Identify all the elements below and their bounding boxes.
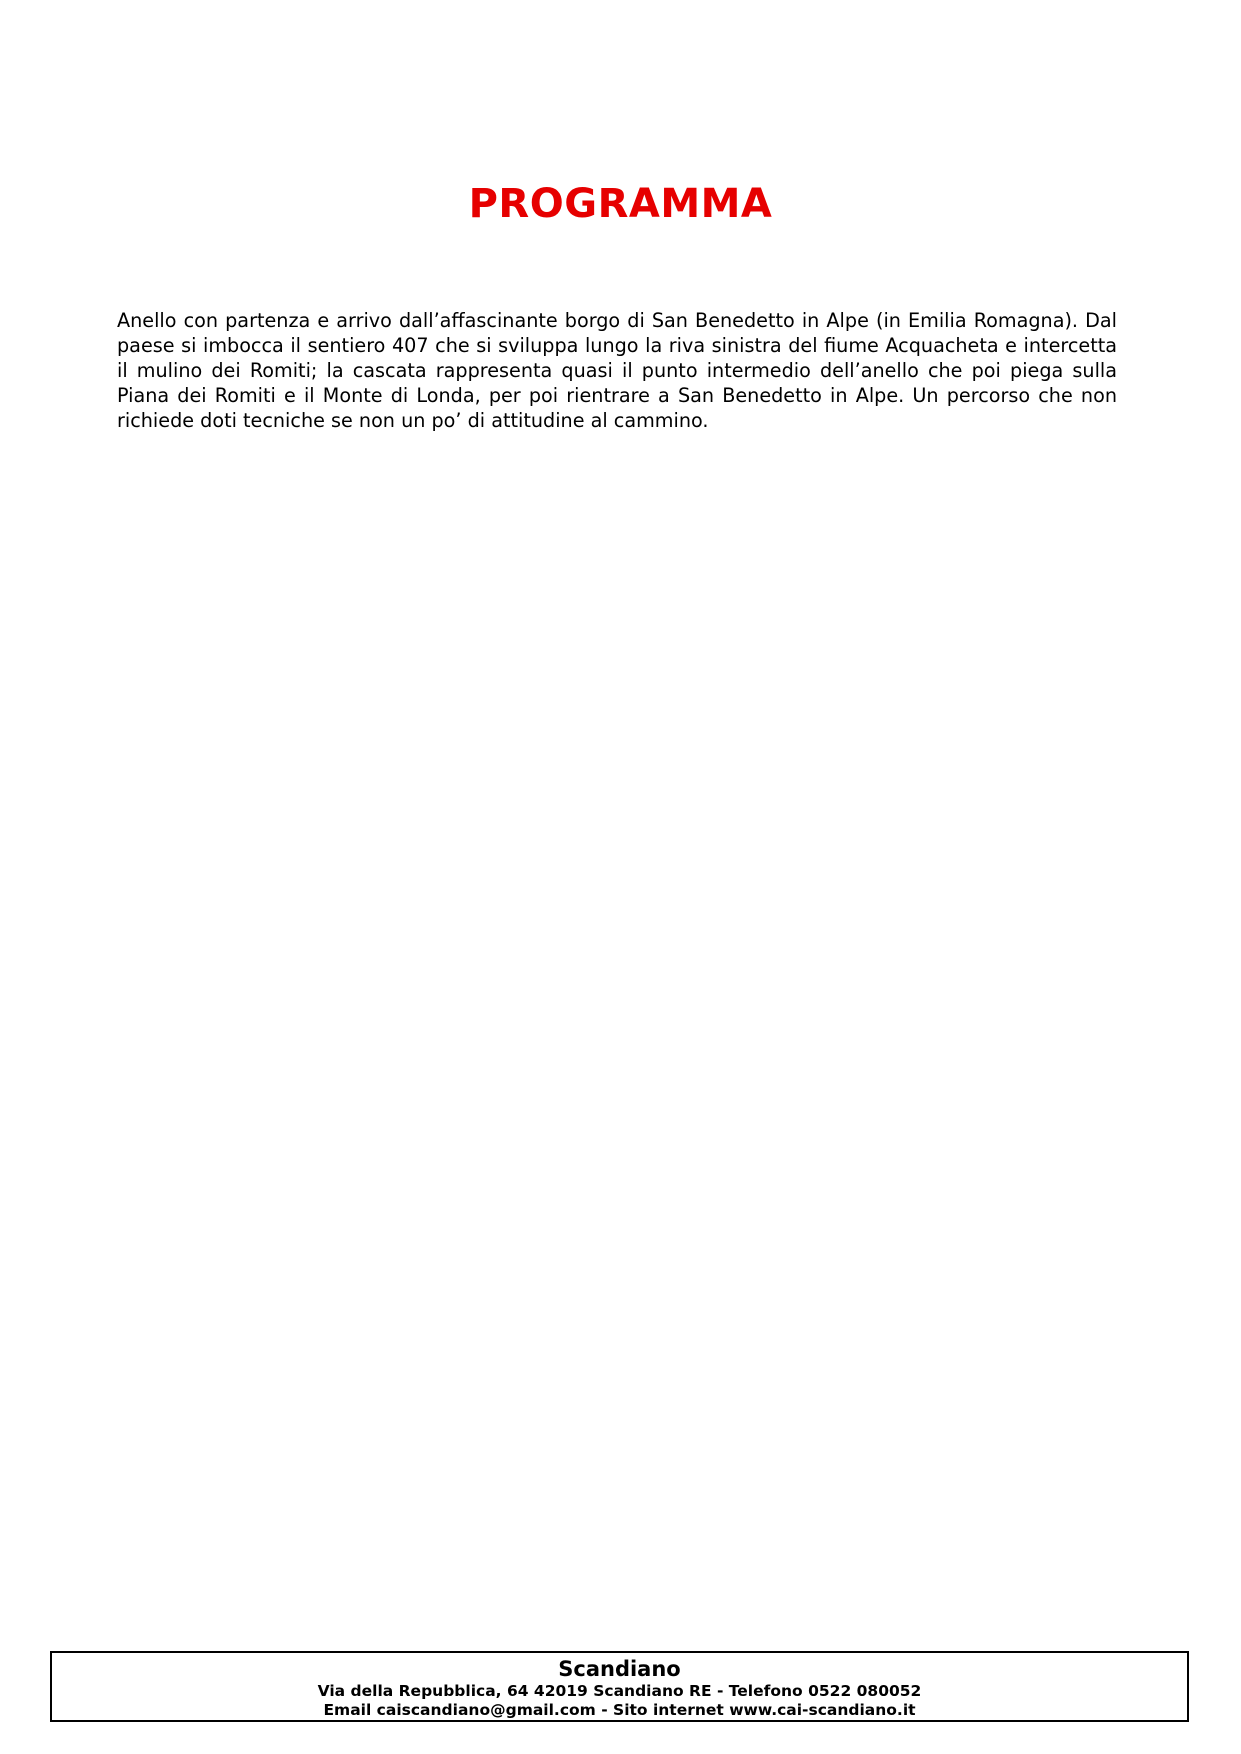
footer-contact-line: Email caiscandiano@gmail.com - Sito internet www.cai-scandiano.it <box>323 1701 916 1719</box>
page-title: PROGRAMMA <box>468 181 773 227</box>
footer-address-line: Via della Repubblica, 64 42019 Scandiano RE - Telefono 0522 080052 <box>317 1682 922 1700</box>
footer-contact-box <box>50 1651 1189 1722</box>
footer-organization-name: Scandiano <box>558 1657 681 1681</box>
program-description: Anello con partenza e arrivo dall’affascinante borgo di San Benedetto in Alpe (in Emilia Romagna). Dal paese si imbocca il sentiero 407 che si sviluppa lungo la riva sinistra del fiume Acquacheta e intercetta il mulino dei Romiti; la cascata rappresenta quasi il punto intermedio dell’anello che poi piega sulla Piana dei Romiti e il Monte di Londa, per poi rientrare a San Benedetto in Alpe. Un percorso che non richiede doti tecniche se non un po’ di attitudine al cammino. <box>117 309 1117 432</box>
